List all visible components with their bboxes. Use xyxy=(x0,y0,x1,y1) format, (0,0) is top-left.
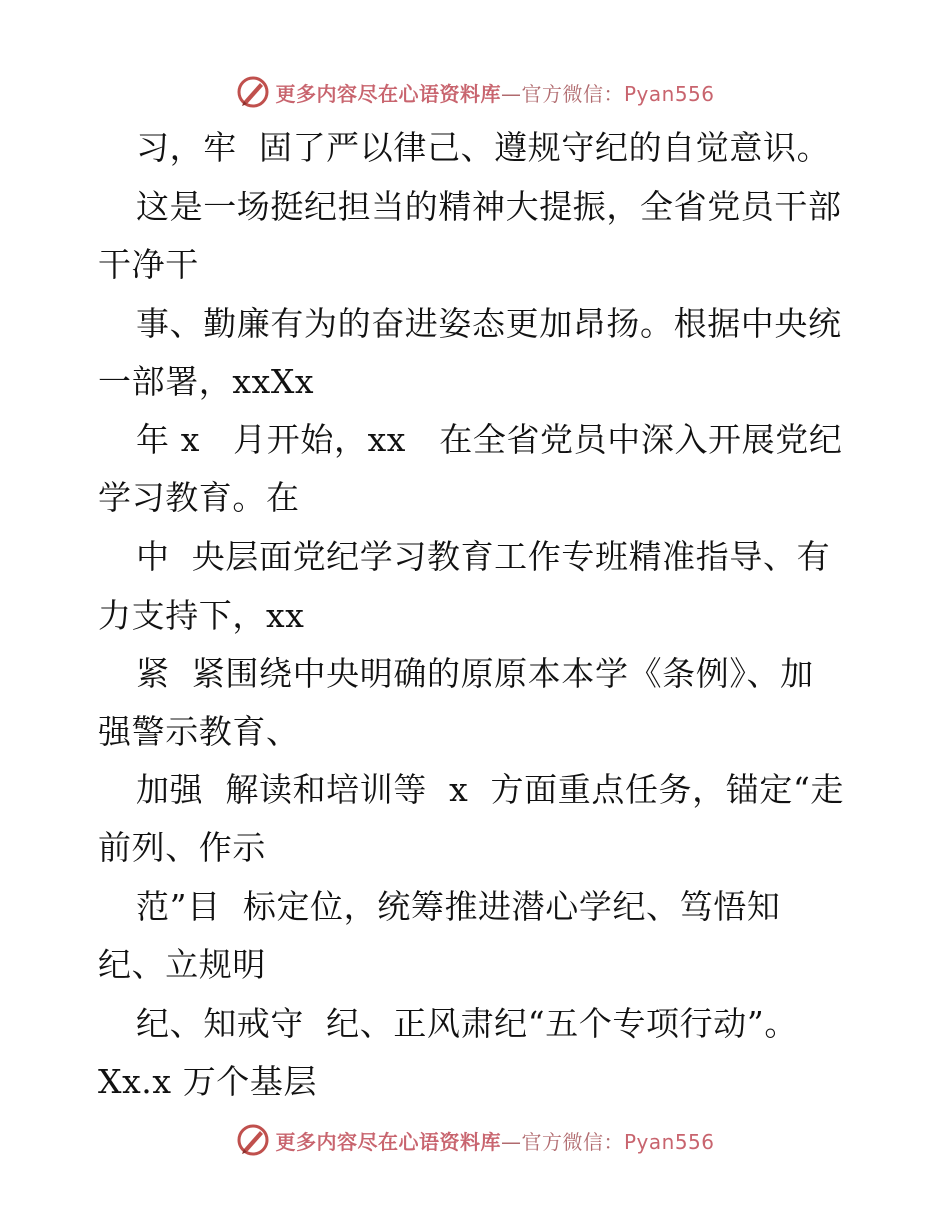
text-line: 干净干 xyxy=(98,245,199,284)
header-watermark-banner xyxy=(0,72,950,112)
text-line: Xx.x 万个基层 xyxy=(98,1062,318,1101)
pen-logo-icon xyxy=(235,1122,271,1158)
text-line: 习，牢 固了严以律己、遵规守纪的自觉意识。 xyxy=(136,128,831,167)
footer-watermark-banner xyxy=(0,1120,950,1160)
text-line: 紧 紧围绕中央明确的原原本本学《条例》、加 xyxy=(136,654,814,693)
text-line: 强警示教育、 xyxy=(98,712,300,751)
text-line: 范”目 标定位，统筹推进潜心学纪、笃悟知 xyxy=(136,887,781,926)
text-line: 纪、知戒守 纪、正风肃纪“五个专项行动”。 xyxy=(136,1004,798,1043)
text-line: 中 央层面党纪学习教育工作专班精准指导、有 xyxy=(136,537,831,576)
banner-text: 更多内容尽在心语资料库—官方微信：Pyan556 xyxy=(275,1129,715,1154)
text-line: 力支持下，xx xyxy=(98,596,305,635)
text-line: 事、勤廉有为的奋进姿态更加昂扬。根据中央统 xyxy=(136,304,842,343)
text-line: 年 x 月开始，xx 在全省党员中深入开展党纪 xyxy=(136,420,843,459)
text-line: 一部署，xxXx xyxy=(98,362,315,401)
banner-text: 更多内容尽在心语资料库—官方微信：Pyan556 xyxy=(275,81,715,106)
text-line: 纪、立规明 xyxy=(98,945,266,984)
text-line: 这是一场挺纪担当的精神大提振，全省党员干部 xyxy=(136,187,842,226)
text-line: 学习教育。在 xyxy=(98,478,300,517)
pen-logo-icon xyxy=(235,74,271,110)
text-line: 前列、作示 xyxy=(98,828,266,867)
text-line: 加强 解读和培训等 x 方面重点任务，锚定“走 xyxy=(136,770,845,809)
